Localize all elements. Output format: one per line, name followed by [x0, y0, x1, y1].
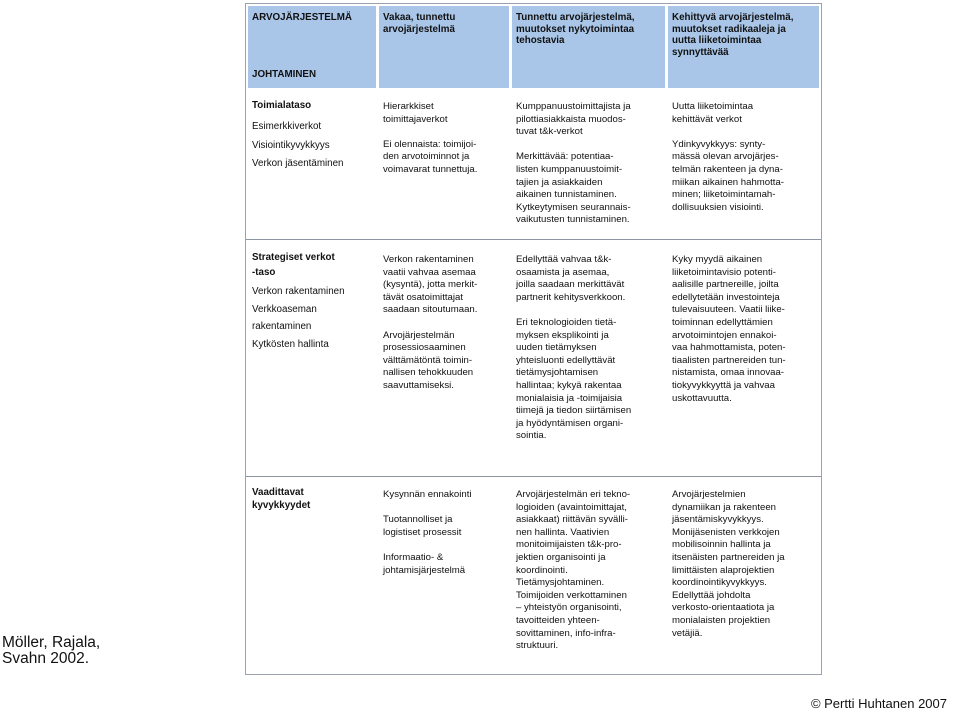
row2-known-text: Edellyttää vahvaa t&k- osaamista ja asemaa, joilla saadaan merkittävät partnerit kehitysverkkoon. Eri teknologioiden tietä- myksen eksplikointi ja uuden tietämyksen yhteisluonti edellyttävät tietämysjohtamisen hallintaa; kykyä rakentaa monialaisia ja -toimijaisia tiimejä ja tiedon siirtämisen ja hyödyntämisen organi- sointia.	[516, 254, 632, 442]
row3-stable-cell	[379, 477, 509, 672]
row1-label-items: Esimerkkiverkot Visiointikyvykkyys Verkon jäsentäminen	[252, 121, 344, 169]
row2-label-items: Verkon rakentaminen Verkkoaseman rakentaminen Kytkösten hallinta	[252, 286, 345, 350]
row3-label-cell	[248, 477, 376, 672]
row2-label-title: Strategiset verkot -taso	[252, 252, 335, 278]
header-known-text: Tunnettu arvojärjestelmä, muutokset nykytoimintaa tehostavia	[516, 12, 635, 47]
table-frame	[245, 3, 822, 675]
row-divider	[246, 239, 821, 240]
row2-known-cell	[512, 240, 665, 474]
row3-known-text: Arvojärjestelmän eri tekno- logioiden (avaintoimittajat, asiakkaat) riittävän syvälli- nen hallinta. Vaativien monitoimijaisten t&k-pro- jektien organisointi ja koordinointi. Tietämysjohtaminen. Toimijoiden verkottaminen – yhteistyön organisointi, tavoitteiden yhteen- sovittaminen, info-infra- struktuuri.	[516, 489, 631, 652]
row3-label-title: Vaadittavat kyvykkyydet	[252, 487, 311, 511]
row2-evolving-text: Kyky myydä aikainen liiketoimintavisio potenti- aalisille partnereille, joilta edellytetään investointeja tulevaisuuteen. Vaatii liike- toiminnan edellyttämien arvotoimintojen ennakoi- vaa hahmottamista, poten- tiaalisten partnereiden tun- nistamista, omaa innovaa- tiokyvykkyyttä ja vahvaa uskottavuutta.	[672, 254, 786, 404]
header-cell-system	[248, 6, 376, 88]
row1-stable-cell	[379, 91, 509, 237]
row2-stable-text: Verkon rakentaminen vaatii vahvaa asemaa (kysyntä), jotta merkit- tävät osatoimittajat saadaan sitoutumaan. Arvojärjestelmän prosessiosaaminen välttämätöntä toimin- nallisen tehokkuuden saavuttamiseksi.	[383, 254, 478, 391]
header-cell-evolving	[668, 6, 819, 88]
row1-evolving-cell	[668, 91, 819, 237]
header-cell-known	[512, 6, 665, 88]
header-evolving-text: Kehittyvä arvojärjestelmä, muutokset radikaaleja ja uutta liiketoimintaa synnyttävää	[672, 12, 794, 58]
row3-stable-text: Kysynnän ennakointi Tuotannolliset ja logistiset prosessit Informaatio- & johtamisjärjestelmä	[383, 489, 472, 576]
row3-evolving-cell	[668, 477, 819, 672]
row1-known-text: Kumppanuustoimittajista ja pilottiasiakkaista muodos- tuvat t&k-verkot Merkittävää: potentiaa- listen kumppanuustoimit- tajien ja asiakkaiden aikainen tunnistaminen. Kytkeytymisen seurannais- vaikutusten tunnistaminen.	[516, 101, 631, 226]
row3-evolving-text: Arvojärjestelmien dynamiikan ja rakenteen jäsentämiskyvykkyys. Monijäsenisten verkkojen mobilisoinnin hallinta ja itsenäisten partnereiden ja limittäisten alaprojektien koordinointikyvykkyys. Edellyttää johdolta verkosto-orientaatiota ja monialaisten projektien vetäjiä.	[672, 489, 785, 639]
header-management-title: JOHTAMINEN	[252, 69, 317, 80]
row1-stable-text: Hierarkkiset toimittajaverkot Ei olennaista: toimijoi- den arvotoiminnot ja voimavarat tunnettuja.	[383, 101, 478, 175]
row1-label-title: Toimialataso	[252, 100, 312, 111]
row2-evolving-cell	[668, 240, 819, 474]
row2-label-cell	[248, 240, 376, 474]
row3-known-cell	[512, 477, 665, 672]
row2-stable-cell	[379, 240, 509, 474]
row-divider	[246, 476, 821, 477]
header-stable-text: Vakaa, tunnettu arvojärjestelmä	[383, 12, 456, 35]
row1-known-cell	[512, 91, 665, 237]
row1-evolving-text: Uutta liiketoimintaa kehittävät verkot Ydinkyvykkyys: synty- mässä olevan arvojärjes- telmän rakenteen ja dyna- miikan aikainen hahmotta- minen; liiketoimintamah- dollisuuksien visiointi.	[672, 101, 784, 213]
header-cell-stable	[379, 6, 509, 88]
header-system-title: ARVOJÄRJESTELMÄ	[252, 12, 352, 23]
source-caption: Möller, Rajala, Svahn 2002.	[2, 634, 101, 667]
row1-label-cell	[248, 91, 376, 237]
copyright-notice: © Pertti Huhtanen 2007	[810, 696, 947, 711]
